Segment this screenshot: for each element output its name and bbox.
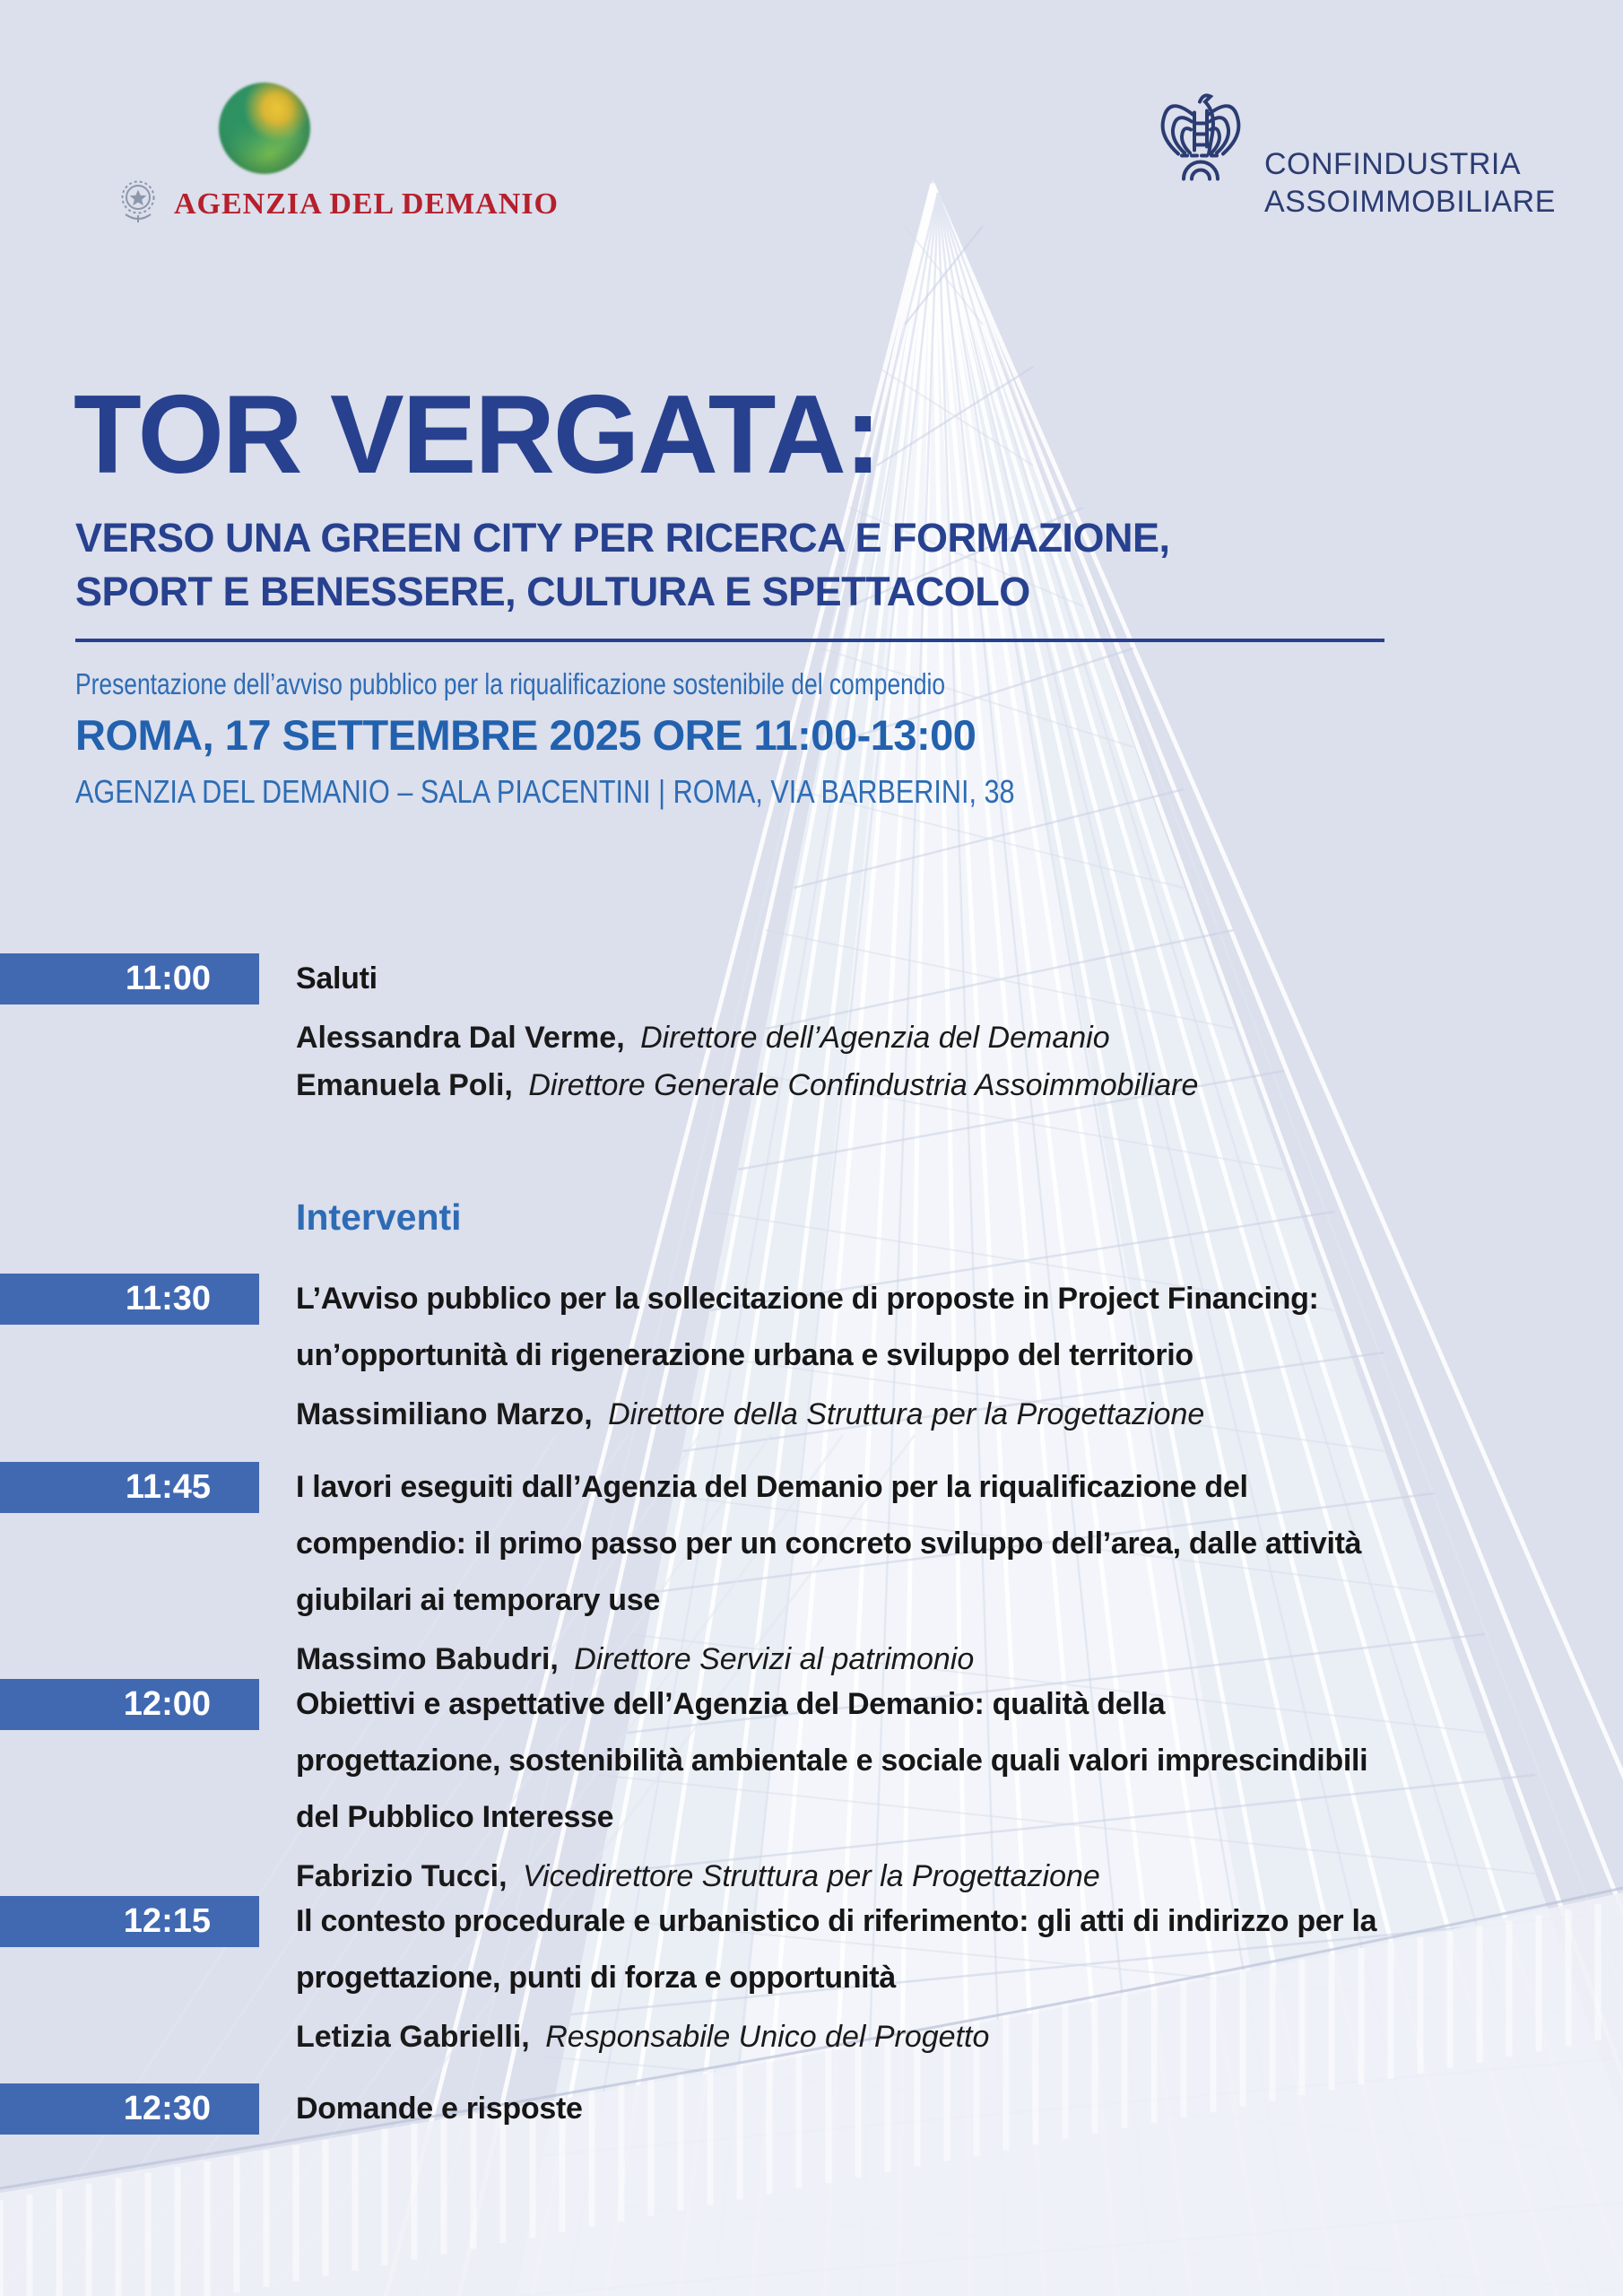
italy-emblem-icon [117,178,160,230]
confindustria-wordmark [1264,145,1556,221]
section-heading-interventi: Interventi [296,1196,462,1238]
time-badge [0,2083,259,2135]
speaker-name: Massimiliano Marzo, [296,1397,593,1431]
confindustria-line2: ASSOIMMOBILIARE [1264,185,1556,219]
time-badge [0,1274,259,1325]
green-globe-logo [219,83,310,174]
confindustria-line1: CONFINDUSTRIA [1264,147,1522,181]
talk-title-line: del Pubblico Interesse [296,1800,614,1834]
page-title: TOR VERGATA: [74,373,881,497]
time-label: 11:30 [125,1280,211,1318]
time-label: 12:15 [123,1902,211,1940]
divider-rule [75,639,1384,642]
speakers [296,1391,1319,1439]
talk-title-line: progettazione, sostenibilità ambientale e sociale quali valori imprescindibili [296,1744,1368,1778]
confindustria-eagle-icon [1153,83,1246,221]
talk-title-line: Obiettivi e aspettative dell’Agenzia del Demanio: qualità della [296,1687,1166,1721]
talk-title-line: Il contesto procedurale e urbanistico di riferimento: gli atti di indirizzo per la [296,1904,1377,1938]
talk-title-line: Saluti [296,961,378,996]
speaker-name: Fabrizio Tucci, [296,1859,508,1893]
talk-title-line: I lavori eseguiti dall’Agenzia del Demanio per la riqualificazione del [296,1470,1248,1504]
talk-title-line: giubilari ai temporary use [296,1583,660,1617]
page-subtitle [75,511,1169,619]
subtitle-line: SPORT E BENESSERE, CULTURA E SPETTACOLO [75,569,1030,614]
event-datetime: ROMA, 17 SETTEMBRE 2025 ORE 11:00-13:00 [75,711,976,759]
event-description: Presentazione dell’avviso pubblico per la riqualificazione sostenibile del compendio [75,667,946,700]
agenzia-demanio-label: AGENZIA DEL DEMANIO [174,187,559,221]
speaker [296,1391,1319,1439]
time-badge [0,953,259,1004]
subtitle-line: VERSO UNA GREEN CITY PER RICERCA E FORMAZIONE, [75,515,1170,561]
speaker-role: Direttore Servizi al patrimonio [574,1642,975,1676]
time-badge [0,1679,259,1730]
time-label: 11:45 [125,1468,211,1506]
speaker-role: Responsabile Unico del Progetto [545,2020,990,2054]
time-badge [0,1462,259,1513]
speakers [296,1014,1198,1109]
speaker [296,1014,1198,1062]
time-label: 12:00 [123,1685,211,1723]
agenzia-demanio-logo [117,178,559,230]
talk-title-line: L’Avviso pubblico per la sollecitazione di proposte in Project Financing: [296,1282,1319,1316]
time-label: 12:30 [123,2090,211,2127]
speaker-role: Vicedirettore Struttura per la Progettazione [522,1859,1100,1893]
time-label: 11:00 [125,960,211,997]
talk-title-line: un’opportunità di rigenerazione urbana e sviluppo del territorio [296,1338,1193,1372]
talk-title-line: Domande e risposte [296,2092,583,2126]
speaker [296,2013,1376,2061]
speaker [296,1062,1198,1109]
confindustria-logo [1153,83,1556,221]
talk-title-line: compendio: il primo passo per un concreto sviluppo dell’area, dalle attività [296,1526,1362,1561]
speaker-role: Direttore Generale Confindustria Assoimmobiliare [528,1068,1199,1102]
speaker-name: Massimo Babudri, [296,1642,559,1676]
time-badge [0,1896,259,1947]
speaker-name: Letizia Gabrielli, [296,2020,530,2054]
speaker-name: Alessandra Dal Verme, [296,1021,625,1055]
talk-title-line: progettazione, punti di forza e opportunità [296,1961,896,1995]
speaker-role: Direttore dell’Agenzia del Demanio [640,1021,1110,1055]
speakers [296,2013,1376,2061]
speaker-name: Emanuela Poli, [296,1068,513,1102]
speaker-role: Direttore della Struttura per la Progettazione [608,1397,1205,1431]
event-venue: AGENZIA DEL DEMANIO – SALA PIACENTINI | ROMA, VIA BARBERINI, 38 [75,773,1015,810]
